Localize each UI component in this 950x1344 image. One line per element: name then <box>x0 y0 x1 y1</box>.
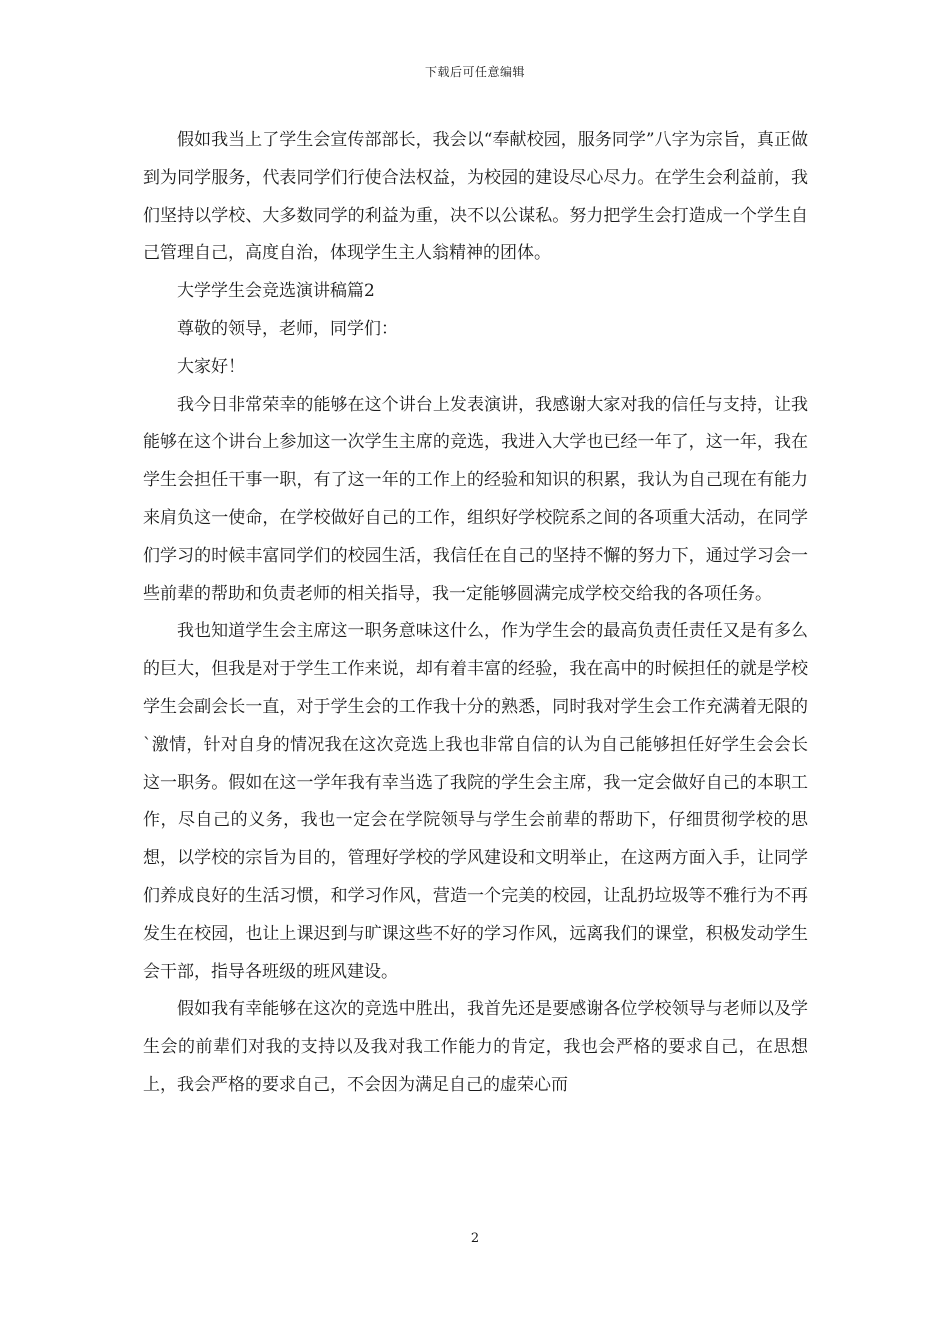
section-title: 大学学生会竞选演讲稿篇2 <box>177 281 375 302</box>
page-number: 2 <box>470 1231 480 1246</box>
paragraph-body-2: 我也知道学生会主席这一职务意味这什么，作为学生会的最高负责任责任又是有多么的巨大，但我是对于学生工作来说，却有着丰富的经验，我在高中的时候担任的就是学校学生会副会长一直，对于学生会的工作我十分的熟悉，同时我对学生会工作充满着无限的`激情，针对自身的情况我在这次竞选上我也非常自信的认为自己能够担任好学生会会长这一职务。假如在这一学年我有幸当选了我院的学生会主席，我一定会做好自己的本职工作，尽自己的义务，我也一定会在学院领导与学生会前辈的帮助下，仔细贯彻学校的思想，以学校的宗旨为目的，管理好学校的学风建设和文明举止，在这两方面入手，让同学们养成良好的生活习惯，和学习作风，营造一个完美的校园，让乱扔垃圾等不雅行为不再发生在校园，也让上课迟到与旷课这些不好的学习作风，远离我们的课堂，积极发动学生会干部，指导各班级的班风建设。 <box>143 621 808 982</box>
paragraph-intro: 假如我当上了学生会宣传部部长，我会以“奉献校园，服务同学”八字为宗旨，真正做到为同学服务，代表同学们行使合法权益，为校园的建设尽心尽力。在学生会利益前，我们坚持以学校、大多数同学的利益为重，决不以公谋私。努力把学生会打造成一个学生自己管理自己，高度自治，体现学生主人翁精神的团体。 <box>143 130 808 264</box>
greeting: 大家好！ <box>177 356 245 377</box>
paragraph-body-3: 假如我有幸能够在这次的竞选中胜出，我首先还是要感谢各位学校领导与老师以及学生会的前辈们对我的支持以及我对我工作能力的肯定，我也会严格的要求自己，在思想上，我会严格的要求自己，不会因为满足自己的虚荣心而 <box>143 999 808 1095</box>
document-body <box>143 122 808 1105</box>
salutation: 尊敬的领导，老师，同学们： <box>177 318 398 339</box>
paragraph-body-1: 我今日非常荣幸的能够在这个讲台上发表演讲，我感谢大家对我的信任与支持，让我能够在这个讲台上参加这一次学生主席的竞选，我进入大学也已经一年了，这一年，我在学生会担任干事一职，有了这一年的工作上的经验和知识的积累，我认为自己现在有能力来肩负这一使命，在学校做好自己的工作，组织好学校院系之间的各项重大活动，在同学们学习的时候丰富同学们的校园生活，我信任在自己的坚持不懈的努力下，通过学习会一些前辈的帮助和负责老师的相关指导，我一定能够圆满完成学校交给我的各项任务。 <box>143 394 808 604</box>
page-header: 下载后可任意编辑 <box>424 65 525 79</box>
